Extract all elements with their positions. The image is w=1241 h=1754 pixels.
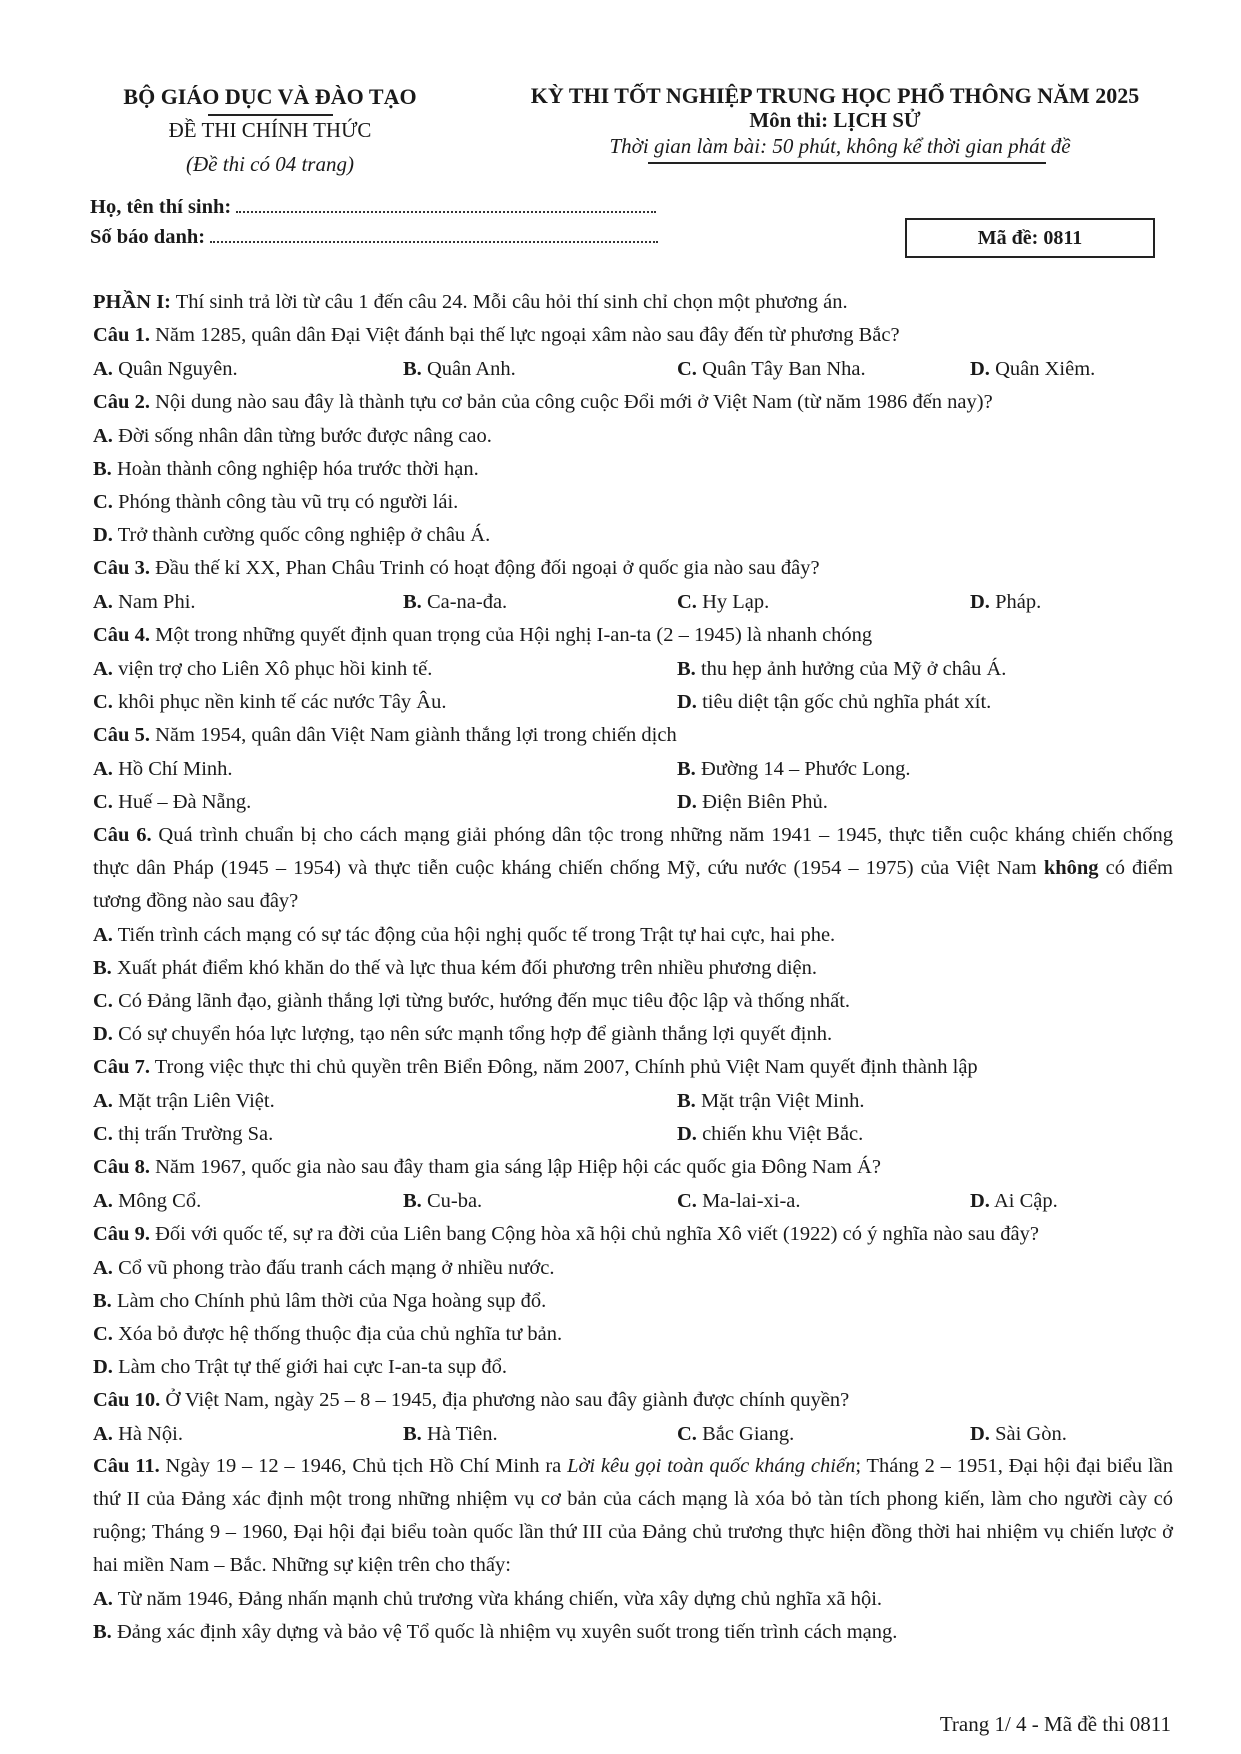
q5-option-a: A. Hồ Chí Minh.	[93, 758, 233, 780]
question-11	[93, 1450, 1173, 1582]
question-label: Câu 6.	[93, 824, 152, 846]
exam-title: KỲ THI TỐT NGHIỆP TRUNG HỌC PHỔ THÔNG NĂM 2025	[530, 83, 1140, 108]
question-label: Câu 2.	[93, 391, 150, 413]
q9-option-d: D. Làm cho Trật tự thế giới hai cực I-an-ta sụp đổ.	[93, 1356, 507, 1378]
candidate-id-row	[90, 226, 658, 249]
official-label: ĐỀ THI CHÍNH THỨC	[168, 118, 372, 142]
question-text: Đầu thế kỉ XX, Phan Châu Trinh có hoạt động đối ngoại ở quốc gia nào sau đây?	[149, 557, 820, 579]
candidate-name-label: Họ, tên thí sinh:	[90, 196, 232, 218]
part1-instruction	[93, 291, 848, 314]
subject: Môn thi: LỊCH SỬ	[749, 108, 921, 132]
q6-option-a: A. Tiến trình cách mạng có sự tác động của hội nghị quốc tế trong Trật tự hai cực, hai phe.	[93, 924, 836, 946]
question-label: Câu 10.	[93, 1389, 161, 1411]
question-label: Câu 1.	[93, 324, 150, 346]
q10-option-a: A. Hà Nội.	[93, 1423, 183, 1445]
candidate-name-row	[90, 196, 656, 219]
q10-option-b: B. Hà Tiên.	[403, 1423, 498, 1445]
q7-option-c: C. thị trấn Trường Sa.	[93, 1123, 274, 1145]
id-dotted-line	[210, 227, 658, 243]
question-label: Câu 9.	[93, 1223, 150, 1245]
question-text: Quá trình chuẩn bị cho cách mạng giải phóng dân tộc trong những năm 1941 – 1945, thực tiễn cuộc kháng chiến chống thực dân Pháp (1945 – 1954) và thực tiễn cuộc kháng chiến chống Mỹ, cứu nước (1954 – 1975) của Việt Nam	[93, 824, 1173, 879]
q5-option-d: D. Điện Biên Phủ.	[677, 791, 828, 813]
q6-option-b: B. Xuất phát điểm khó khăn do thế và lực thua kém đối phương trên nhiều phương diện.	[93, 957, 817, 979]
question-5	[93, 724, 677, 747]
q3-option-d: D. Pháp.	[970, 591, 1042, 613]
q9-option-b: B. Làm cho Chính phủ lâm thời của Nga hoàng sụp đổ.	[93, 1290, 547, 1312]
q2-option-a: A. Đời sống nhân dân từng bước được nâng cao.	[93, 425, 492, 447]
candidate-id-label: Số báo danh:	[90, 226, 206, 248]
q8-option-a: A. Mông Cổ.	[93, 1190, 202, 1212]
ministry-name: BỘ GIÁO DỤC VÀ ĐÀO TẠO	[123, 84, 417, 109]
question-text: Nội dung nào sau đây là thành tựu cơ bản của công cuộc Đổi mới ở Việt Nam (từ năm 1986 đến nay)?	[149, 391, 993, 413]
question-text: Trong việc thực thi chủ quyền trên Biển Đông, năm 2007, Chính phủ Việt Nam quyết định thành lập	[149, 1056, 978, 1078]
question-label: Câu 8.	[93, 1156, 150, 1178]
q4-option-d: D. tiêu diệt tận gốc chủ nghĩa phát xít.	[677, 691, 992, 713]
q2-option-d: D. Trở thành cường quốc công nghiệp ở châu Á.	[93, 524, 491, 546]
q1-option-d: D. Quân Xiêm.	[970, 358, 1096, 380]
question-label: Câu 7.	[93, 1056, 150, 1078]
question-emphasis: không	[1043, 857, 1099, 879]
q5-option-b: B. Đường 14 – Phước Long.	[677, 758, 911, 780]
q8-option-b: B. Cu-ba.	[403, 1190, 483, 1212]
q8-option-d: D. Ai Cập.	[970, 1190, 1058, 1212]
time-underline	[648, 162, 1046, 164]
q4-option-c: C. khôi phục nền kinh tế các nước Tây Âu.	[93, 691, 447, 713]
q3-option-c: C. Hy Lạp.	[677, 591, 770, 613]
question-text: Năm 1285, quân dân Đại Việt đánh bại thế lực ngoại xâm nào sau đây đến từ phương Bắc?	[149, 324, 900, 346]
exam-code: Mã đề: 0811	[977, 226, 1083, 249]
time-note: Thời gian làm bài: 50 phút, không kể thời gian phát đề	[609, 134, 1071, 158]
question-text: Đối với quốc tế, sự ra đời của Liên bang Cộng hòa xã hội chủ nghĩa Xô viết (1922) có ý nghĩa nào sau đây?	[149, 1223, 1039, 1245]
question-1	[93, 324, 900, 347]
q11-option-a: A. Từ năm 1946, Đảng nhấn mạnh chủ trương vừa kháng chiến, vừa xây dựng chủ nghĩa xã hội.	[93, 1588, 883, 1610]
q7-option-d: D. chiến khu Việt Bắc.	[677, 1123, 864, 1145]
question-2	[93, 391, 993, 414]
q10-option-d: D. Sài Gòn.	[970, 1423, 1067, 1445]
question-3	[93, 557, 820, 580]
q9-option-c: C. Xóa bỏ được hệ thống thuộc địa của chủ nghĩa tư bản.	[93, 1323, 563, 1345]
q2-option-b: B. Hoàn thành công nghiệp hóa trước thời hạn.	[93, 458, 479, 480]
part1-text: Thí sinh trả lời từ câu 1 đến câu 24. Mỗi câu hỏi thí sinh chỉ chọn một phương án.	[171, 291, 848, 313]
question-label: Câu 5.	[93, 724, 150, 746]
q1-option-b: B. Quân Anh.	[403, 358, 516, 380]
question-text: Ngày 19 – 12 – 1946, Chủ tịch Hồ Chí Minh ra	[159, 1455, 568, 1477]
name-dotted-line	[236, 197, 656, 213]
q3-option-a: A. Nam Phi.	[93, 591, 196, 613]
question-4	[93, 624, 872, 647]
q8-option-c: C. Ma-lai-xi-a.	[677, 1190, 801, 1212]
q1-option-a: A. Quân Nguyên.	[93, 358, 238, 380]
exam-code-box	[905, 218, 1155, 258]
question-9	[93, 1223, 1039, 1246]
q3-option-b: B. Ca-na-đa.	[403, 591, 508, 613]
question-6	[93, 819, 1173, 918]
question-italic: Lời kêu gọi toàn quốc kháng chiến	[567, 1455, 856, 1477]
question-text: Năm 1967, quốc gia nào sau đây tham gia sáng lập Hiệp hội các quốc gia Đông Nam Á?	[149, 1156, 881, 1178]
question-label: Câu 11.	[93, 1455, 160, 1477]
q4-option-b: B. thu hẹp ảnh hưởng của Mỹ ở châu Á.	[677, 658, 1007, 680]
q2-option-c: C. Phóng thành công tàu vũ trụ có người lái.	[93, 491, 459, 513]
q11-option-b: B. Đảng xác định xây dựng và bảo vệ Tổ quốc là nhiệm vụ xuyên suốt trong tiến trình cách mạng.	[93, 1621, 898, 1643]
question-text: Năm 1954, quân dân Việt Nam giành thắng lợi trong chiến dịch	[149, 724, 677, 746]
question-7	[93, 1056, 978, 1079]
q9-option-a: A. Cổ vũ phong trào đấu tranh cách mạng ở nhiều nước.	[93, 1257, 555, 1279]
question-label: Câu 3.	[93, 557, 150, 579]
q5-option-c: C. Huế – Đà Nẵng.	[93, 791, 252, 813]
page-footer: Trang 1/ 4 - Mã đề thi 0811	[939, 1712, 1171, 1736]
pages-note: (Đề thi có 04 trang)	[186, 152, 354, 176]
q6-option-c: C. Có Đảng lãnh đạo, giành thắng lợi từng bước, hướng đến mục tiêu độc lập và thống nhất.	[93, 990, 851, 1012]
question-10	[93, 1389, 849, 1412]
q7-option-b: B. Mặt trận Việt Minh.	[677, 1090, 865, 1112]
q7-option-a: A. Mặt trận Liên Việt.	[93, 1090, 275, 1112]
question-8	[93, 1156, 881, 1179]
part1-label: PHẦN I:	[93, 291, 172, 313]
q1-option-c: C. Quân Tây Ban Nha.	[677, 358, 866, 380]
question-text: Một trong những quyết định quan trọng của Hội nghị I-an-ta (2 – 1945) là nhanh chóng	[149, 624, 873, 646]
question-label: Câu 4.	[93, 624, 150, 646]
question-text-end: ; Tháng 2 – 1951, Đại hội đại biểu lần thứ II của Đảng xác định một trong những nhiệm vụ cơ bản của cách mạng là xóa bỏ tàn tích phong kiến, làm cho người cày có ruộng; Tháng 9 – 1960, Đại hội đại biểu toàn quốc lần thứ III của Đảng chủ trương thực hiện đồng thời hai nhiệm vụ chiến lược ở hai miền Nam – Bắc. Những sự kiện trên cho thấy:	[93, 1455, 1173, 1576]
q4-option-a: A. viện trợ cho Liên Xô phục hồi kinh tế.	[93, 658, 433, 680]
ministry-underline	[208, 114, 333, 116]
q10-option-c: C. Bắc Giang.	[677, 1423, 795, 1445]
question-text: Ở Việt Nam, ngày 25 – 8 – 1945, địa phương nào sau đây giành được chính quyền?	[160, 1389, 850, 1411]
q6-option-d: D. Có sự chuyển hóa lực lượng, tạo nên sức mạnh tổng hợp để giành thắng lợi quyết định.	[93, 1023, 833, 1045]
question-text-end: có điểm tương đồng nào sau đây?	[93, 857, 1173, 912]
